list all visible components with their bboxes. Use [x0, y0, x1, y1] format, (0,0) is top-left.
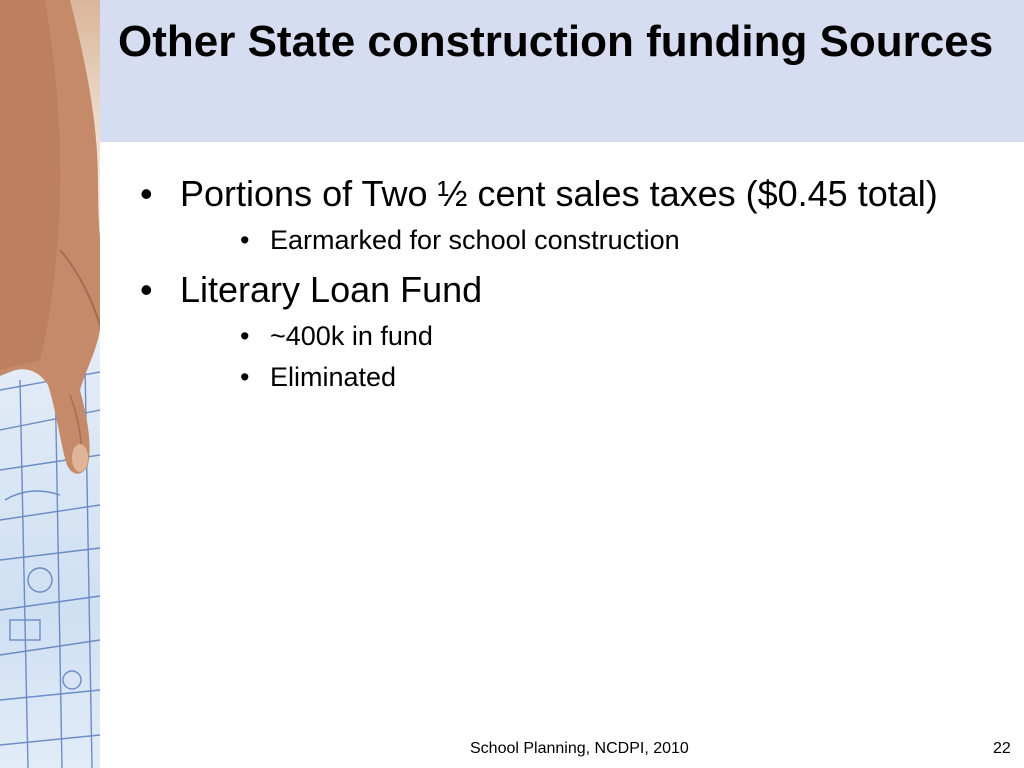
slide-title: Other State construction funding Sources [118, 17, 994, 66]
bullet-item [140, 268, 1000, 312]
hand-on-blueprint-graphic [0, 0, 100, 768]
bullet-dot: • [140, 173, 153, 214]
sub-bullet-item [140, 222, 1000, 258]
bullet-text: Portions of Two ½ cent sales taxes ($0.45 total) [180, 173, 938, 214]
page-number: 22 [993, 740, 1011, 757]
bullet-dot: • [240, 362, 250, 392]
slide-footer: School Planning, NCDPI, 2010 [470, 740, 689, 757]
bullet-dot: • [240, 321, 250, 351]
sub-bullet-item [140, 359, 1000, 395]
hand-on-blueprint-image [0, 0, 100, 768]
bullet-text: Literary Loan Fund [180, 269, 483, 310]
bullet-list [140, 172, 1000, 400]
bullet-dot: • [140, 269, 153, 310]
sub-bullet-text: Earmarked for school construction [270, 225, 680, 255]
sub-bullet-text: ~400k in fund [270, 321, 433, 351]
bullet-dot: • [240, 225, 250, 255]
sub-bullet-text: Eliminated [270, 362, 397, 392]
sub-bullet-item [140, 318, 1000, 354]
bullet-item [140, 172, 1000, 216]
